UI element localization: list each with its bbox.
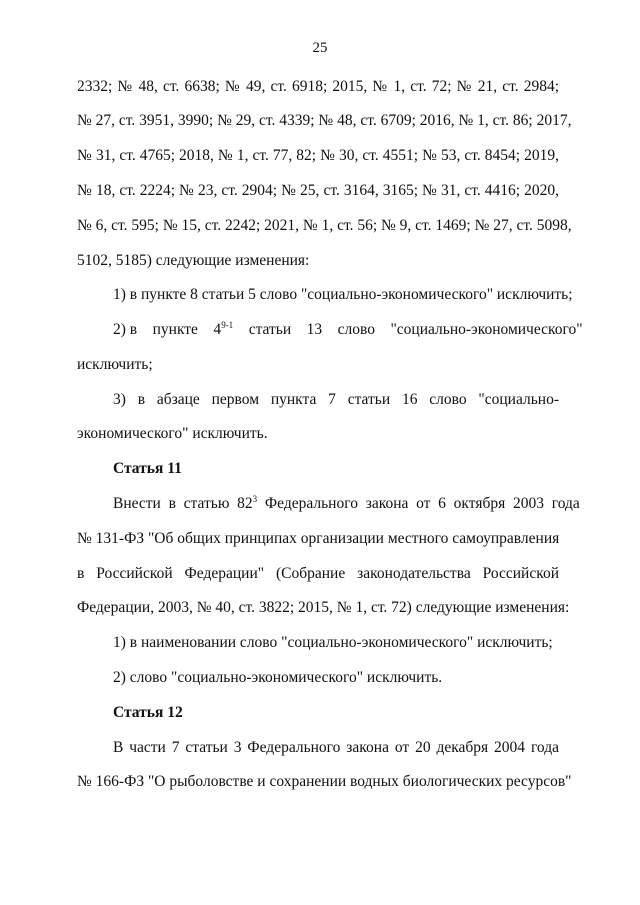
paragraph-line: № 166-ФЗ "О рыболовстве и сохранении водных биологических ресурсов" — [77, 773, 572, 790]
paragraph-line: в Российской Федерации" (Собрание законодательства Российской — [77, 565, 559, 582]
paragraph-line: Федерации, 2003, № 40, ст. 3822; 2015, № 1, ст. 72) следующие изменения: — [77, 599, 570, 616]
paragraph-line: № 131-ФЗ "Об общих принципах организации местного самоуправления — [77, 530, 560, 547]
paragraph-text: Федерального закона от 6 октября 2003 года — [257, 495, 580, 512]
paragraph-line: В части 7 статьи 3 Федерального закона от 20 декабря 2004 года — [113, 739, 559, 756]
paragraph-line: № 31, ст. 4765; 2018, № 1, ст. 77, 82; № 30, ст. 4551; № 53, ст. 8454; 2019, — [77, 147, 559, 164]
list-item: 1) в пункте 8 статьи 5 слово "социально-экономического" исключить; — [113, 286, 573, 303]
list-item: 2) слово "социально-экономического" исключить. — [113, 669, 443, 686]
list-item-continuation: экономического" исключить. — [77, 425, 268, 442]
paragraph-line: 2332; № 48, ст. 6638; № 49, ст. 6918; 2015, № 1, ст. 72; № 21, ст. 2984; — [77, 78, 559, 95]
paragraph-line — [113, 493, 580, 514]
article-heading: Статья 12 — [113, 704, 183, 721]
article-heading: Статья 11 — [113, 460, 182, 477]
page-number: 25 — [312, 40, 328, 56]
paragraph-line: № 18, ст. 2224; № 23, ст. 2904; № 25, ст. 3164, 3165; № 31, ст. 4416; 2020, — [77, 182, 559, 199]
list-item — [113, 319, 583, 340]
list-item-text: статьи 13 слово "социально-экономического" — [233, 321, 583, 338]
list-item: 3) в абзаце первом пункта 7 статьи 16 слово "социально- — [113, 391, 559, 408]
paragraph-text: Внести в статью 82 — [113, 495, 253, 512]
list-item-text: 2) в пункте 4 — [113, 321, 222, 338]
paragraph-line: № 27, ст. 3951, 3990; № 29, ст. 4339; № 48, ст. 6709; 2016, № 1, ст. 86; 2017, — [77, 112, 572, 129]
list-item: 1) в наименовании слово "социально-экономического" исключить; — [113, 634, 553, 651]
list-item-continuation: исключить; — [77, 356, 153, 373]
superscript: 9-1 — [221, 319, 234, 330]
superscript: 3 — [252, 493, 258, 504]
paragraph-line: № 6, ст. 595; № 15, ст. 2242; 2021, № 1, ст. 56; № 9, ст. 1469; № 27, ст. 5098, — [77, 217, 572, 234]
paragraph-line: 5102, 5185) следующие изменения: — [77, 252, 310, 269]
